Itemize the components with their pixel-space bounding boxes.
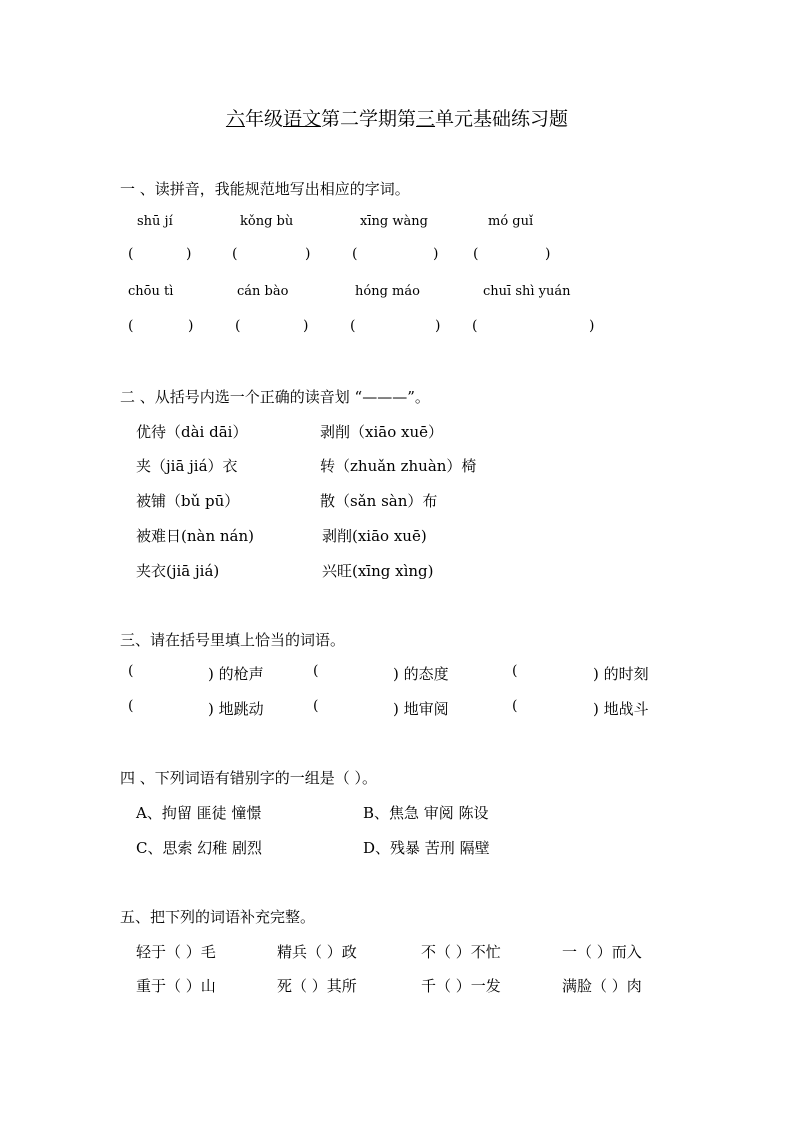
answer-blank-open: (	[128, 318, 134, 334]
answer-blank-close: )	[393, 665, 399, 683]
section-3-heading: 三、请在括号里填上恰当的词语。	[120, 631, 346, 649]
choice-a: A、拘留 匪徒 憧憬	[136, 804, 262, 822]
idiom-item: 精兵（ ）政	[277, 943, 357, 961]
answer-blank-close: )	[433, 246, 439, 262]
idiom-item: 死（ ）其所	[277, 977, 357, 995]
title-part-4: 第二学期第	[321, 108, 417, 130]
idiom-item: 千（ ）一发	[421, 977, 501, 995]
reading-item: 夹（jiā jiá）衣	[136, 457, 238, 475]
fill-phrase-text: 地战斗	[603, 700, 649, 718]
idiom-item: 轻于（ ）毛	[136, 943, 216, 961]
reading-item: 被铺（bǔ pū）	[136, 492, 240, 510]
fill-phrase	[208, 698, 264, 719]
reading-item: 转（zhuǎn zhuàn）椅	[320, 457, 477, 475]
pinyin-8: chuī shì yuán	[483, 284, 571, 299]
pinyin-4: mó guǐ	[488, 214, 534, 229]
reading-item: 被难日(nàn nán)	[136, 527, 255, 545]
pinyin-5: chōu tì	[128, 284, 174, 299]
fill-phrase	[593, 698, 649, 719]
section-2-heading: 二 、从括号内选一个正确的读音划 “———”。	[120, 388, 430, 406]
answer-blank-close: )	[593, 665, 599, 683]
reading-item: 优待（dài dāi）	[136, 423, 248, 441]
answer-blank-close: )	[545, 246, 551, 262]
idiom-item: 一（ ）而入	[562, 943, 642, 961]
fill-phrase-text: 的时刻	[603, 665, 649, 683]
title-part-3: 语文	[282, 108, 321, 130]
fill-phrase	[393, 663, 449, 684]
title-part-5: 三	[416, 108, 436, 130]
fill-phrase-text: 的枪声	[218, 665, 264, 683]
reading-item: 剥削(xiāo xuē)	[322, 527, 427, 545]
section-5-heading: 五、把下列的词语补充完整。	[120, 908, 316, 926]
answer-blank-close: )	[208, 665, 214, 683]
page-title	[0, 104, 794, 131]
answer-blank-close: )	[435, 318, 441, 334]
answer-blank-open: (	[313, 698, 319, 714]
pinyin-2: kǒng bù	[240, 214, 294, 229]
answer-blank-close: )	[305, 246, 311, 262]
idiom-item: 满脸（ ）肉	[562, 977, 642, 995]
section-4-heading: 四 、下列词语有错别字的一组是（ ）。	[120, 769, 378, 787]
idiom-item: 不（ ）不忙	[421, 943, 501, 961]
fill-phrase	[393, 698, 449, 719]
answer-blank-close: )	[393, 700, 399, 718]
answer-blank-open: (	[235, 318, 241, 334]
choice-b: B、焦急 审阅 陈设	[363, 804, 489, 822]
reading-item: 剥削（xiāo xuē）	[320, 423, 443, 441]
reading-item: 夹衣(jiā jiá)	[136, 562, 220, 580]
answer-blank-close: )	[208, 700, 214, 718]
answer-blank-open: (	[472, 318, 478, 334]
reading-item: 散（sǎn sàn）布	[320, 492, 438, 510]
fill-phrase	[208, 663, 264, 684]
answer-blank-open: (	[232, 246, 238, 262]
pinyin-1: shū jí	[137, 214, 173, 229]
pinyin-3: xīng wàng	[360, 214, 428, 229]
answer-blank-close: )	[186, 246, 192, 262]
pinyin-7: hóng máo	[355, 284, 420, 299]
fill-phrase	[593, 663, 649, 684]
answer-blank-open: (	[352, 246, 358, 262]
pinyin-6: cán bào	[237, 284, 289, 299]
fill-phrase-text: 地审阅	[403, 700, 449, 718]
fill-phrase-text: 地跳动	[218, 700, 264, 718]
answer-blank-open: (	[313, 663, 319, 679]
idiom-item: 重于（ ）山	[136, 977, 216, 995]
answer-blank-close: )	[303, 318, 309, 334]
answer-blank-close: )	[593, 700, 599, 718]
answer-blank-close: )	[589, 318, 595, 334]
answer-blank-open: (	[128, 246, 134, 262]
title-part-1: 六	[225, 108, 245, 130]
answer-blank-open: (	[473, 246, 479, 262]
section-1-heading: 一 、读拼音，我能规范地写出相应的字词。	[120, 180, 410, 198]
fill-phrase-text: 的态度	[403, 665, 449, 683]
title-part-6: 单元基础练习题	[435, 108, 569, 130]
answer-blank-open: (	[350, 318, 356, 334]
choice-d: D、残暴 苦刑 隔壁	[363, 839, 490, 857]
answer-blank-open: (	[512, 698, 518, 714]
title-part-2: 年级	[244, 108, 283, 130]
choice-c: C、思索 幻稚 剧烈	[136, 839, 263, 857]
answer-blank-open: (	[128, 663, 134, 679]
reading-item: 兴旺(xīng xìng)	[322, 562, 434, 580]
answer-blank-close: )	[188, 318, 194, 334]
answer-blank-open: (	[512, 663, 518, 679]
answer-blank-open: (	[128, 698, 134, 714]
